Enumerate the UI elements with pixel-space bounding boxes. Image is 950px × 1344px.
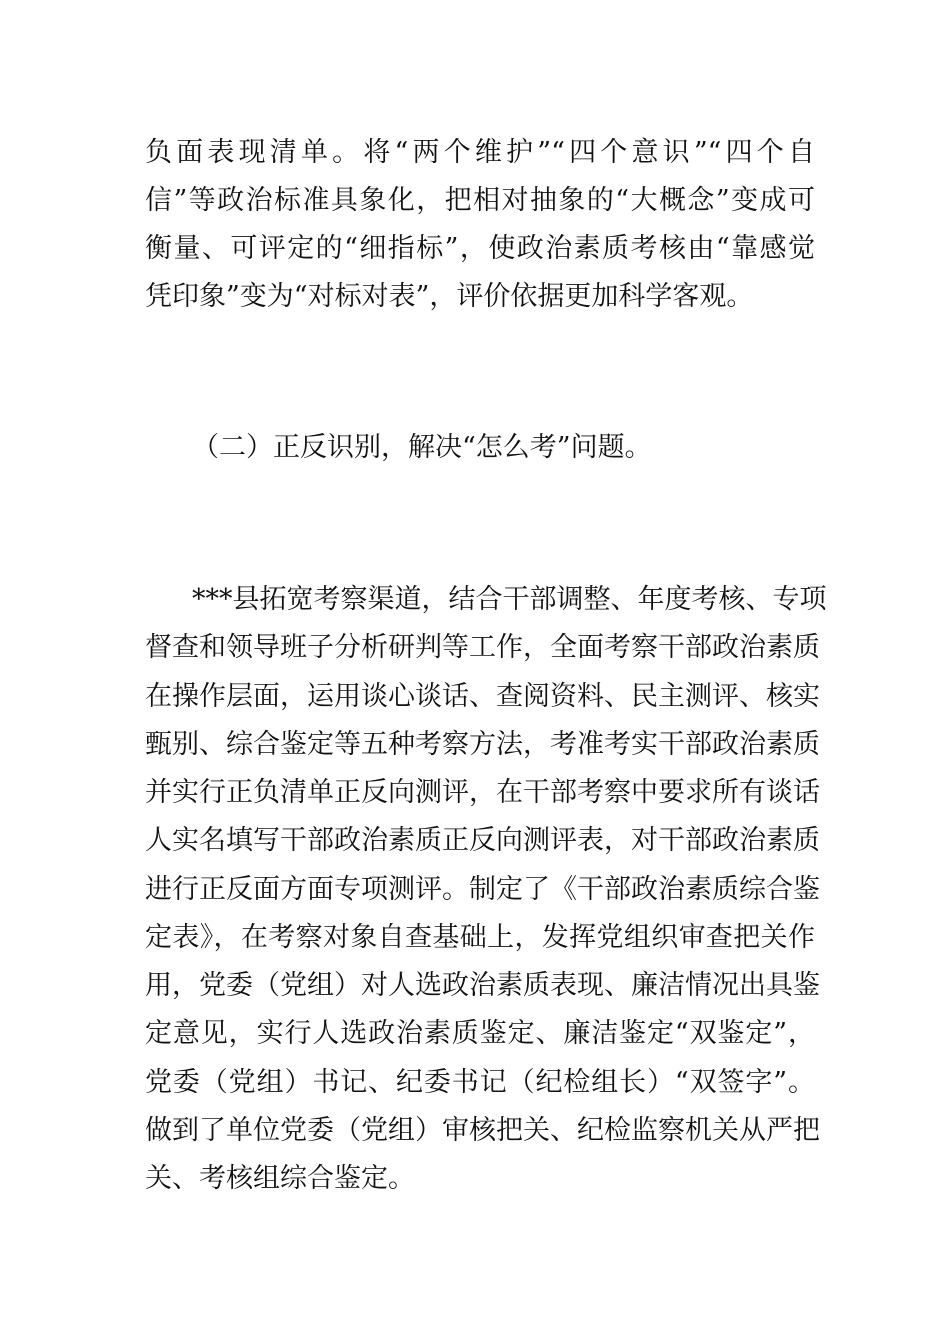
paragraph-line: 做到了单位党委（党组）审核把关、纪检监察机关从严把 xyxy=(145,1115,820,1146)
paragraph-line: 关、考核组综合鉴定。 xyxy=(145,1163,415,1194)
section-heading: （二）正反识别，解决“怎么考”问题。 xyxy=(192,432,652,463)
paragraph-line: 党委（党组）书记、纪委书记（纪检组长）“双签字”。 xyxy=(145,1067,815,1098)
paragraph-line: 定意见，实行人选政治素质鉴定、廉洁鉴定“双鉴定”， xyxy=(145,1018,815,1049)
paragraph-line: 人实名填写干部政治素质正反向测评表，对干部政治素质 xyxy=(145,825,820,856)
paragraph-line: 负面表现清单。将“两个维护”“四个意识”“四个自 xyxy=(145,137,815,168)
paragraph-line: 在操作层面，运用谈心谈话、查阅资料、民主测评、核实 xyxy=(145,681,820,712)
paragraph-line: 凭印象”变为“对标对表”，评价依据更加科学客观。 xyxy=(145,281,754,312)
paragraph-line: 衡量、可评定的“细指标”，使政治素质考核由“靠感觉 xyxy=(145,233,815,264)
paragraph-line: 信”等政治标准具象化，把相对抽象的“大概念”变成可 xyxy=(145,185,815,216)
paragraph-line: 并实行正负清单正反向测评，在干部考察中要求所有谈话 xyxy=(145,777,820,808)
paragraph-line: 甄别、综合鉴定等五种考察方法，考准考实干部政治素质 xyxy=(145,729,820,760)
paragraph-line: 督查和领导班子分析研判等工作，全面考察干部政治素质 xyxy=(145,632,820,663)
paragraph-line: 进行正反面方面专项测评。制定了《干部政治素质综合鉴 xyxy=(145,874,820,905)
paragraph-line: 定表》，在考察对象自查基础上，发挥党组织审查把关作 xyxy=(145,922,815,953)
paragraph-line: 用，党委（党组）对人选政治素质表现、廉洁情况出具鉴 xyxy=(145,970,820,1001)
paragraph-line: ***县拓宽考察渠道，结合干部调整、年度考核、专项 xyxy=(192,584,827,615)
